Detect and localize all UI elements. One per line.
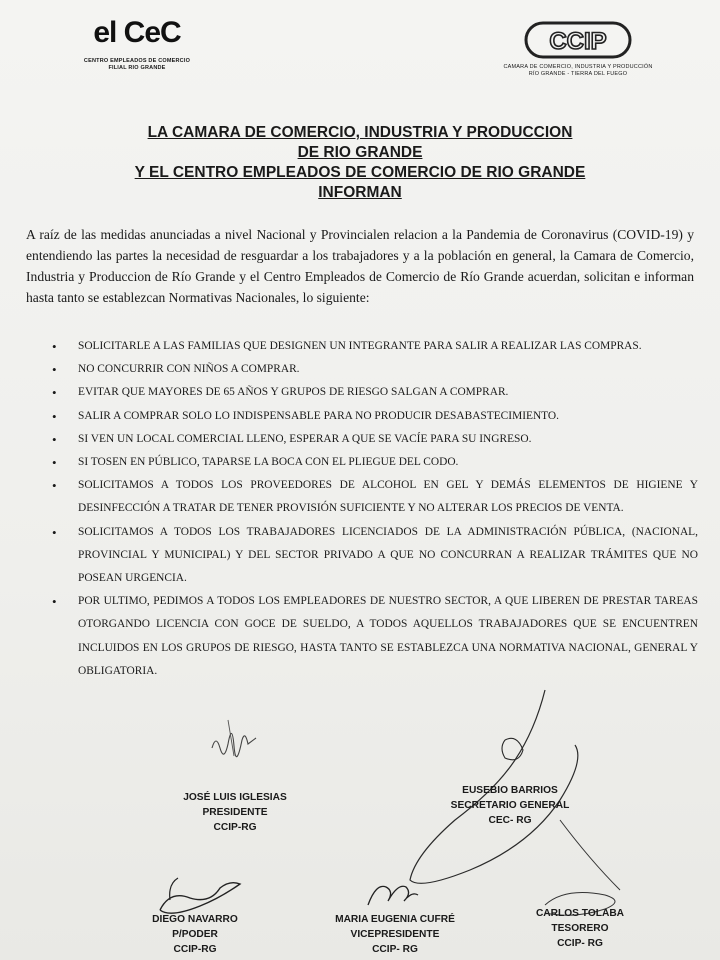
measures-list — [38, 335, 698, 683]
signature-barrios — [440, 783, 580, 828]
signature-org: CCIP-RG — [213, 822, 257, 833]
bullet-icon: • — [52, 408, 57, 424]
signature-navarro-scribble — [160, 883, 240, 914]
svg-text:CCIP: CCIP — [549, 28, 607, 55]
bullet-icon: • — [52, 339, 57, 354]
cec-logo-subtitle-line-1: CENTRO EMPLEADOS DE COMERCIO — [83, 58, 191, 64]
list-item-text: NO CONCURRIR CON NIÑOS A COMPRAR. — [78, 363, 300, 376]
signature-role: SECRETARIO GENERAL — [450, 800, 570, 811]
title-line-3: Y EL CENTRO EMPLEADOS DE COMERCIO DE RIO GRANDE — [134, 164, 586, 181]
list-item — [38, 428, 698, 451]
signature-name: CARLOS TOLABA — [535, 908, 625, 919]
list-item-text: SOLICITARLE A LAS FAMILIAS QUE DESIGNEN UN INTEGRANTE PARA SALIR A REALIZAR LAS COMPRAS. — [78, 340, 642, 352]
bullet-icon: • — [52, 455, 57, 471]
list-item — [38, 474, 698, 520]
title-line-4: INFORMAN — [318, 184, 402, 201]
list-item-text: SI VEN UN LOCAL COMERCIAL LLENO, ESPERAR A QUE SE VACÍE PARA SU INGRESO. — [78, 432, 532, 445]
title-line-2: DE RIO GRANDE — [297, 144, 423, 161]
signature-name: JOSÉ LUIS IGLESIAS — [183, 792, 287, 803]
list-item — [38, 335, 698, 358]
signature-org: CEC- RG — [488, 815, 532, 826]
signature-role: P/PODER — [172, 929, 218, 940]
ccip-logo-subtitle-line-1: CAMARA DE COMERCIO, INDUSTRIA Y PRODUCCIÓN — [503, 64, 653, 70]
list-item — [38, 590, 698, 683]
bullet-icon: • — [52, 385, 57, 401]
list-item-text: EVITAR QUE MAYORES DE 65 AÑOS Y GRUPOS DE RIESGO SALGAN A COMPRAR. — [78, 386, 509, 399]
ccip-logo-subtitle-line-2: RÍO GRANDE - TIERRA DEL FUEGO — [528, 71, 628, 77]
bullet-icon: • — [52, 524, 57, 540]
ccip-logo — [488, 20, 668, 78]
cec-logo-subtitle-line-2: FILIAL RIO GRANDE — [108, 65, 166, 71]
signature-cufre-scribble — [368, 886, 418, 905]
bullet-icon: • — [52, 594, 57, 610]
list-item — [38, 405, 698, 428]
list-item-text: SOLICITAMOS A TODOS LOS PROVEEDORES DE ALCOHOL EN GEL Y DEMÁS ELEMENTOS DE HIGIENE Y DESINFECCIÓN A TRATAR DE TENER PROVISIÓN SUFICIENTE Y NO ALTERAR LOS PRECIOS DE VENTA. — [78, 479, 698, 515]
ccip-logo-mark — [523, 20, 633, 60]
signature-org: CCIP-RG — [173, 944, 217, 955]
signature-role: TESORERO — [551, 923, 609, 934]
signature-cufre — [330, 912, 460, 957]
signature-iglesias — [175, 790, 295, 835]
bullet-icon: • — [52, 362, 57, 378]
cec-logo — [72, 16, 202, 72]
list-item — [38, 451, 698, 474]
list-item-text: SOLICITAMOS A TODOS LOS TRABAJADORES LICENCIADOS DE LA ADMINISTRACIÓN PÚBLICA, (NACIONAL, PROVINCIAL Y MUNICIPAL) Y DEL SECTOR PRIVADO A QUE NO CONCURRAN A REALIZAR TRÁMITES QUE NO POSEAN URGENCIA. — [78, 525, 698, 585]
list-item-text: SALIR A COMPRAR SOLO LO INDISPENSABLE PARA NO PRODUCIR DESABASTECIMIENTO. — [78, 409, 560, 422]
cec-logo-subtitle — [72, 58, 202, 72]
list-item-text: POR ULTIMO, PEDIMOS A TODOS LOS EMPLEADORES DE NUESTRO SECTOR, A QUE LIBEREN DE PRESTAR TAREAS OTORGANDO LICENCIA CON GOCE DE SUELDO, A TODOS AQUELLOS TRABAJADORES QUE SE ENCUENTREN INCLUIDOS EN LOS GRUPOS DE RIESGO, HASTA TANTO SE ESTABLEZCA UNA NORMATIVA NACIONAL, GENERAL Y OBLIGATORIA. — [78, 595, 698, 677]
ccip-logo-subtitle — [488, 64, 668, 78]
document-title — [90, 123, 630, 203]
signature-role: VICEPRESIDENTE — [350, 929, 440, 940]
signature-navarro — [140, 912, 250, 957]
list-item — [38, 358, 698, 381]
signature-org: CCIP- RG — [372, 944, 418, 955]
signature-name: MARIA EUGENIA CUFRÉ — [335, 914, 455, 925]
intro-paragraph: A raíz de las medidas anunciadas a nivel Nacional y Provincialen relacion a la Pandemia de Coronavirus (COVID-19) y entendiendo las partes la necesidad de resguardar a los trabajadores y a la población en general, la Camara de Comercio, Industria y Produccion de Río Grande y el Centro Empleados de Comercio de Río Grande acuerdan, solicitan e informan hasta tanto se establezcan Normativas Nacionales, lo siguiente: — [26, 227, 694, 305]
bullet-icon: • — [52, 431, 57, 447]
title-line-1: LA CAMARA DE COMERCIO, INDUSTRIA Y PRODUCCION — [147, 124, 573, 141]
cec-logo-mark: el CeC — [93, 16, 181, 49]
signature-name: EUSEBIO BARRIOS — [462, 785, 558, 796]
list-item — [38, 521, 698, 591]
list-item — [38, 381, 698, 404]
signature-role: PRESIDENTE — [202, 807, 268, 818]
signature-org: CCIP- RG — [557, 938, 603, 949]
signature-iglesias-scribble — [212, 733, 256, 756]
list-item-text: SI TOSEN EN PÚBLICO, TAPARSE LA BOCA CON EL PLIEGUE DEL CODO. — [78, 456, 459, 469]
bullet-icon: • — [52, 478, 57, 494]
signature-tolaba — [525, 906, 635, 951]
signature-name: DIEGO NAVARRO — [152, 914, 238, 925]
